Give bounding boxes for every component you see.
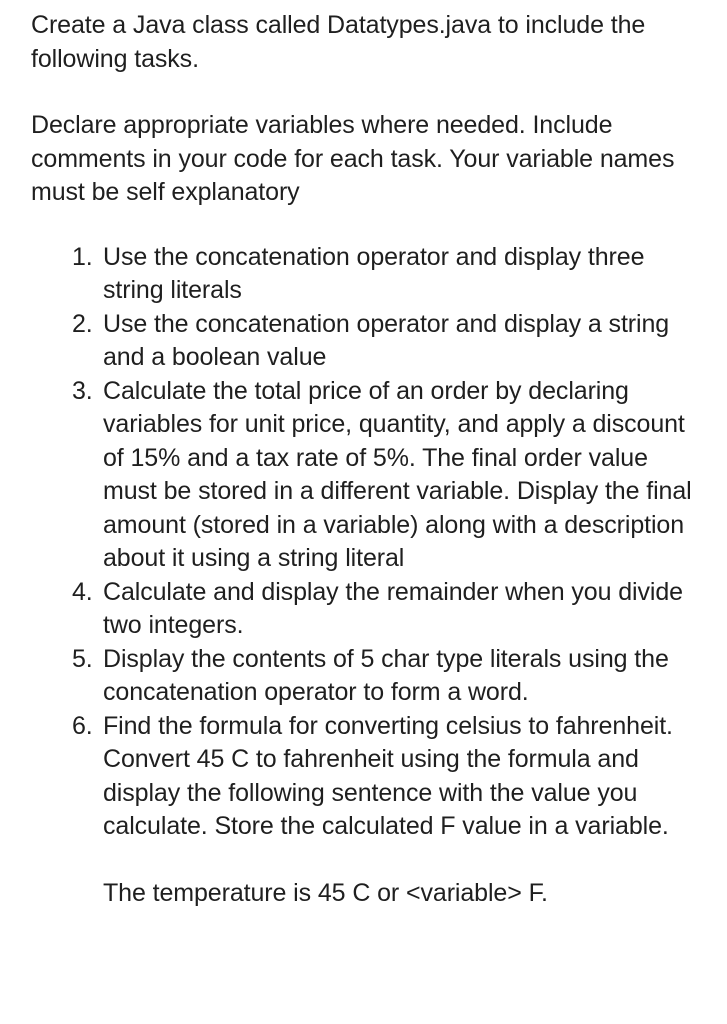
list-item bbox=[31, 241, 707, 308]
task-text: Use the concatenation operator and display three string literals bbox=[103, 242, 645, 304]
intro-paragraph: Create a Java class called Datatypes.java to include the following tasks. bbox=[31, 11, 646, 73]
task-number: 2. bbox=[72, 309, 93, 338]
list-item bbox=[31, 710, 707, 844]
task-text: Calculate and display the remainder when you divide two integers. bbox=[103, 577, 683, 639]
list-item bbox=[31, 576, 707, 643]
instructions-paragraph: Declare appropriate variables where needed. Include comments in your code for each task. Your variable names must be self explanatory bbox=[31, 111, 675, 206]
task-text: Use the concatenation operator and display a string and a boolean value bbox=[103, 309, 670, 371]
task-text: Find the formula for converting celsius to fahrenheit. Convert 45 C to fahrenheit using the formula and display the following sentence with the value you calculate. Store the calculated F value in a variable. bbox=[103, 711, 673, 840]
list-item bbox=[31, 375, 707, 576]
task-number: 4. bbox=[72, 577, 93, 606]
task-number: 1. bbox=[72, 242, 93, 271]
closing-sentence: The temperature is 45 C or <variable> F. bbox=[103, 878, 548, 907]
task-text: Display the contents of 5 char type literals using the concatenation operator to form a word. bbox=[103, 644, 669, 706]
task-number: 6. bbox=[72, 711, 93, 740]
task-number: 3. bbox=[72, 376, 93, 405]
list-item bbox=[31, 643, 707, 710]
list-item bbox=[31, 308, 707, 375]
task-number: 5. bbox=[72, 644, 93, 673]
task-text: Calculate the total price of an order by declaring variables for unit price, quantity, and apply a discount of 15% and a tax rate of 5%. The final order value must be stored in a different variable. Display the final amount (stored in a variable) along with a description about it using a string literal bbox=[103, 376, 692, 572]
task-list bbox=[31, 241, 707, 844]
